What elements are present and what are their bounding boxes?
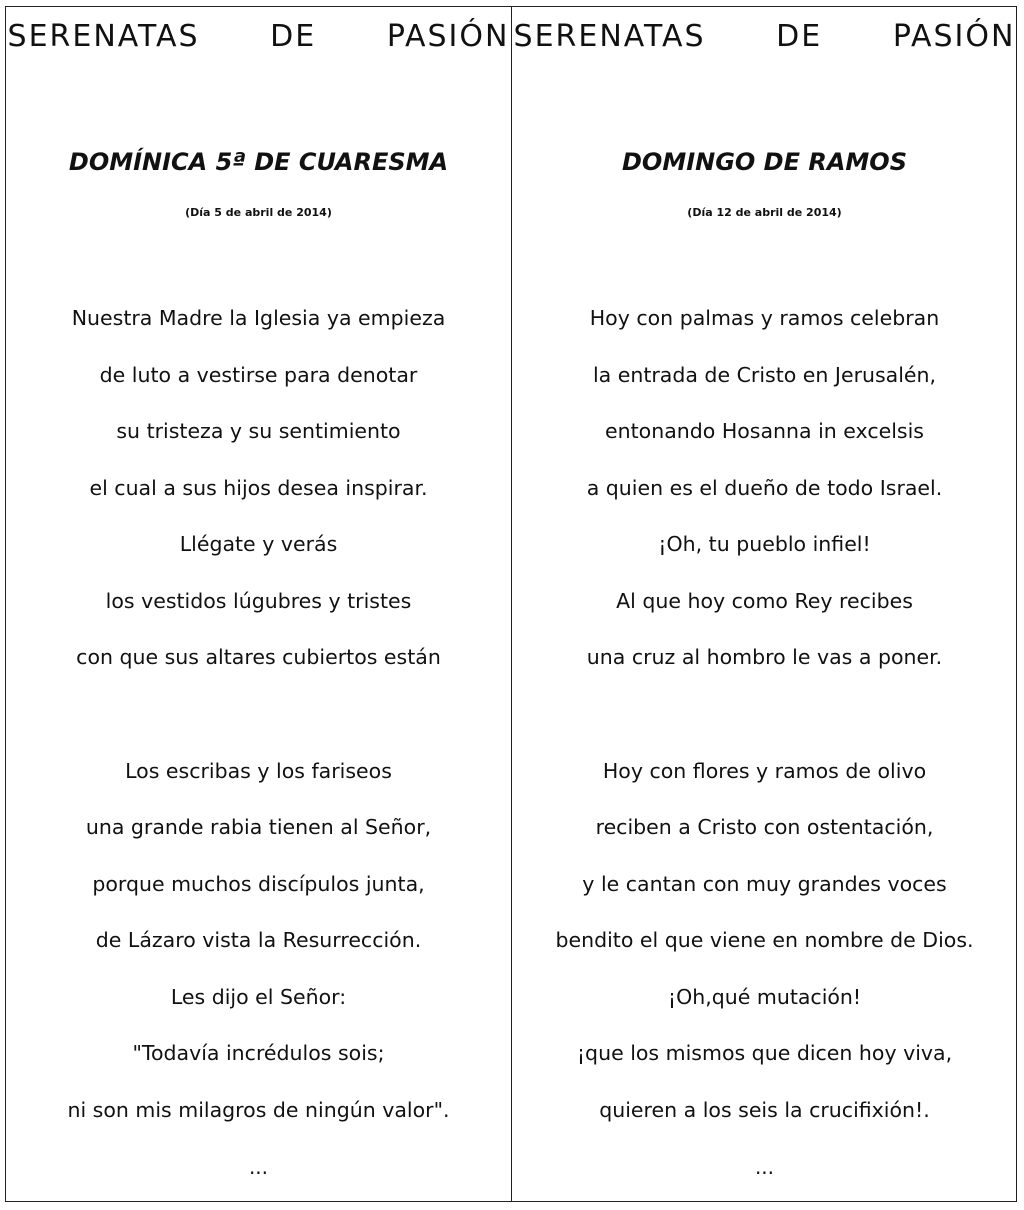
poem-heading: DOMINGO DE RAMOS <box>622 148 907 176</box>
verse-line: Les dijo el Señor: <box>170 984 347 1009</box>
stanza <box>6 303 511 699</box>
left-column <box>6 7 512 1201</box>
document-page <box>5 6 1017 1202</box>
verse-line: de Lázaro vista la Resurrección. <box>95 928 422 952</box>
verse-line: Los escribas y los fariseos <box>125 758 392 783</box>
verse-line: con que sus altares cubiertos están <box>76 645 441 669</box>
verse-line: ¡que los mismos que dicen hoy viva, <box>576 1041 953 1065</box>
verse-line: quieren a los seis la crucifixión!. <box>599 1097 930 1122</box>
continuation-ellipsis: ... <box>248 1155 269 1179</box>
verse-line: "Todavía incrédulos sois; <box>132 1041 385 1065</box>
verse-line: Hoy con palmas y ramos celebran <box>589 306 940 330</box>
verse-line: una cruz al hombro le vas a poner. <box>586 645 943 669</box>
right-column <box>512 7 1017 1201</box>
verse-line: Llégate y verás <box>179 532 338 556</box>
verse-line: el cual a sus hijos desea inspirar. <box>89 475 428 500</box>
verse-line: bendito el que viene en nombre de Dios. <box>555 928 974 952</box>
stanza <box>512 756 1017 1152</box>
verse-line: una grande rabia tienen al Señor, <box>85 815 432 839</box>
series-title: SERENATAS DE PASIÓN <box>7 19 510 54</box>
verse-line: porque muchos discípulos junta, <box>92 871 425 896</box>
stanza-gap <box>512 699 1017 756</box>
poem-date: (Día 5 de abril de 2014) <box>185 206 332 219</box>
verse-line: ¡Oh,qué mutación! <box>667 984 862 1009</box>
poem-body <box>512 303 1017 1151</box>
poem-date: (Día 12 de abril de 2014) <box>687 206 842 219</box>
verse-line: Nuestra Madre la Iglesia ya empieza <box>71 306 446 330</box>
verse-line: la entrada de Cristo en Jerusalén, <box>592 362 937 387</box>
verse-line: y le cantan con muy grandes voces <box>582 871 947 896</box>
verse-line: su tristeza y su sentimiento <box>116 419 401 443</box>
stanza <box>512 303 1017 699</box>
poem-heading: DOMÍNICA 5ª DE CUARESMA <box>68 148 449 176</box>
verse-line: los vestidos lúgubres y tristes <box>105 588 412 613</box>
verse-line: reciben a Cristo con ostentación, <box>595 815 934 839</box>
stanza <box>6 756 511 1152</box>
verse-line: ni son mis milagros de ningún valor". <box>67 1097 450 1122</box>
series-title: SERENATAS DE PASIÓN <box>513 19 1016 54</box>
verse-line: de luto a vestirse para denotar <box>99 362 418 387</box>
verse-line: ¡Oh, tu pueblo infiel! <box>658 532 871 556</box>
stanza-gap <box>6 699 511 756</box>
verse-line: a quien es el dueño de todo Israel. <box>586 475 943 500</box>
verse-line: Al que hoy como Rey recibes <box>616 588 913 613</box>
verse-line: Hoy con flores y ramos de olivo <box>602 758 927 783</box>
poem-body <box>6 303 511 1151</box>
continuation-ellipsis: ... <box>754 1155 775 1179</box>
verse-line: entonando Hosanna in excelsis <box>605 419 924 443</box>
